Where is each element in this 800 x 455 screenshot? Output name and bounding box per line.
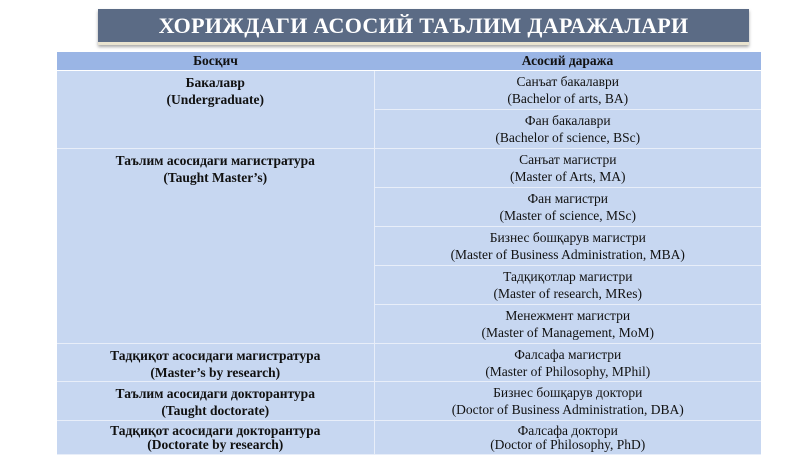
table-row	[57, 421, 761, 455]
degree-cell	[374, 188, 761, 227]
stage-name: Тадқиқот асосидаги докторантура	[110, 423, 321, 438]
degree-name: Фан бакалаври	[524, 113, 611, 128]
stage-cell	[57, 344, 374, 382]
degree-name: Фан магистри	[527, 191, 608, 206]
degree-name-en: (Master of Arts, MA)	[510, 169, 626, 184]
stage-cell	[57, 421, 374, 455]
stage-cell	[57, 382, 374, 421]
stage-name-en: (Undergraduate)	[166, 92, 264, 107]
degree-name-en: (Bachelor of science, BSc)	[495, 130, 641, 145]
header-degree: Асосий даража	[374, 52, 761, 71]
degree-cell	[374, 421, 761, 455]
stage-name-en: (Master’s by research)	[150, 365, 281, 380]
page-title: ХОРИЖДАГИ АСОСИЙ ТАЪЛИМ ДАРАЖАЛАРИ	[158, 12, 689, 38]
stage-name: Таълим асосидаги магистратура	[115, 153, 315, 168]
header-stage: Босқич	[57, 52, 374, 71]
degree-name: Фалсафа магистри	[514, 346, 622, 362]
degree-name-en: (Master of research, MRes)	[493, 286, 642, 301]
degree-name: Санъат магистри	[519, 152, 617, 167]
degree-cell	[374, 305, 761, 344]
degree-name-en: (Doctor of Business Administration, DBA)	[451, 402, 684, 417]
degree-cell	[374, 382, 761, 421]
table-header-row	[57, 52, 761, 71]
stage-name-en: (Taught doctorate)	[161, 403, 270, 418]
table-row	[57, 344, 761, 382]
degree-cell	[374, 149, 761, 188]
degree-name-en: (Master of science, MSc)	[499, 208, 636, 223]
stage-cell	[57, 71, 374, 149]
degree-name-en: (Bachelor of arts, BA)	[507, 91, 629, 106]
degree-name: Бизнес бошқарув магистри	[489, 230, 646, 245]
degree-name: Бизнес бошқарув доктори	[493, 385, 643, 400]
degree-cell	[374, 266, 761, 305]
degree-name: Санъат бакалаври	[516, 74, 620, 89]
degree-name-en: (Master of Philosophy, MPhil)	[485, 363, 651, 379]
degree-name: Тадқиқотлар магистри	[503, 269, 633, 284]
degree-name-en: (Master of Management, MoM)	[481, 325, 654, 340]
table-row	[57, 71, 761, 110]
title-banner	[98, 9, 749, 45]
degree-cell	[374, 71, 761, 110]
stage-name: Бакалавр	[185, 75, 245, 90]
degrees-table	[57, 52, 761, 455]
stage-name-en: (Doctorate by research)	[147, 437, 284, 452]
degree-cell	[374, 110, 761, 149]
degree-name-en: (Master of Business Administration, MBA)	[450, 247, 685, 262]
table-row	[57, 149, 761, 188]
stage-cell	[57, 149, 374, 344]
degree-name: Фалсафа доктори	[517, 422, 618, 438]
stage-name-en: (Taught Master’s)	[163, 170, 268, 185]
stage-name: Таълим асосидаги докторантура	[115, 386, 315, 401]
degree-cell	[374, 344, 761, 382]
table-row	[57, 382, 761, 421]
degree-name-en: (Doctor of Philosophy, PhD)	[490, 436, 646, 452]
degree-cell	[374, 227, 761, 266]
stage-name: Тадқиқот асосидаги магистратура	[110, 348, 321, 363]
degree-name: Менежмент магистри	[505, 308, 631, 323]
